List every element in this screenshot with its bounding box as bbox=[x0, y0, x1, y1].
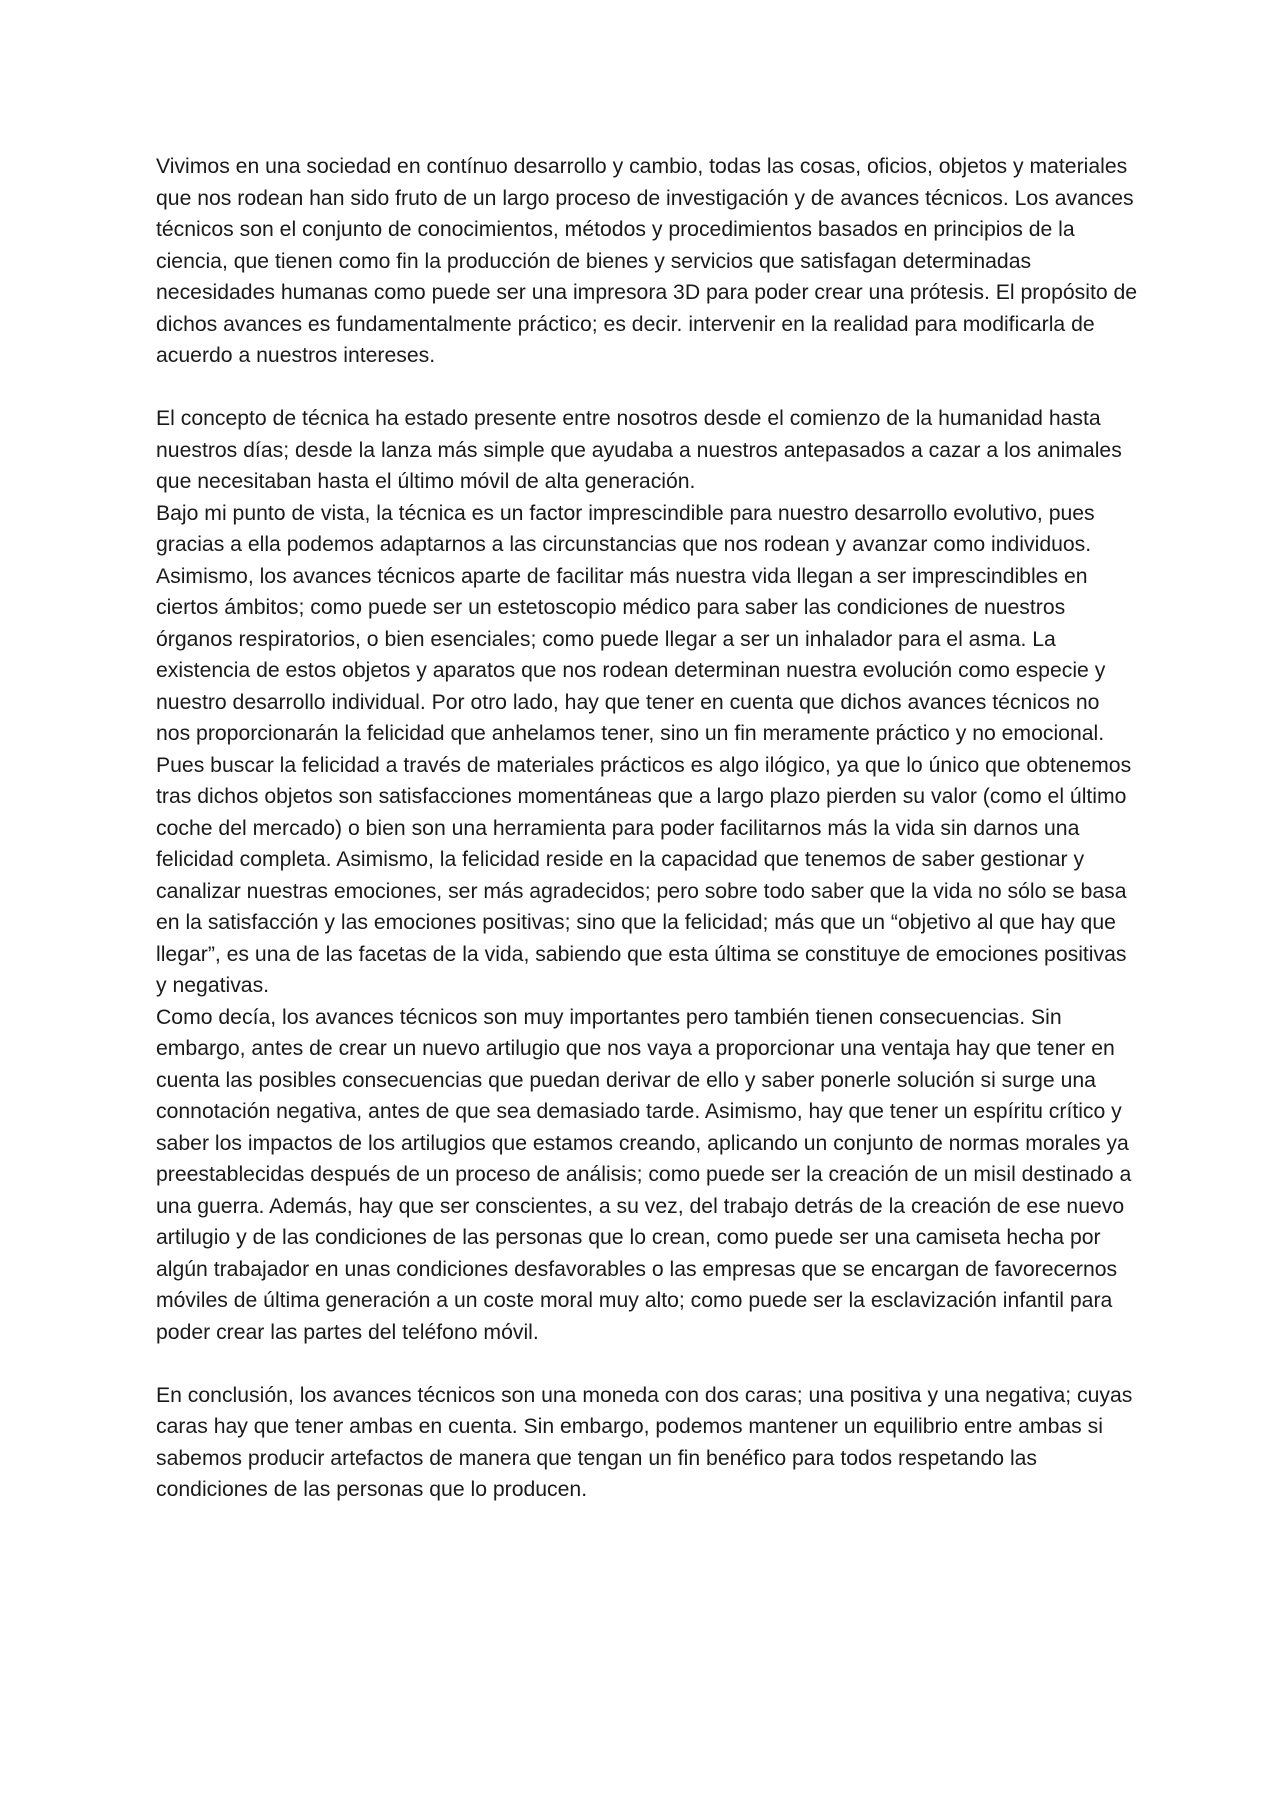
paragraph-intro: Vivimos en una sociedad en contínuo desarrollo y cambio, todas las cosas, oficios, objetos y materiales que nos rodean han sido fruto de un largo proceso de investigación y de avances técnicos. Los avances técnicos son el conjunto de conocimientos, métodos y procedimientos basados en principios de la ciencia, que tienen como fin la producción de bienes y servicios que satisfagan determinadas necesidades humanas como puede ser una impresora 3D para poder crear una prótesis. El propósito de dichos avances es fundamentalmente práctico; es decir. intervenir en la realidad para modificarla de acuerdo a nuestros intereses. bbox=[156, 155, 1138, 367]
paragraph-consequences: Como decía, los avances técnicos son muy importantes pero también tienen consecuencias. Sin embargo, antes de crear un nuevo artilugio que nos vaya a proporcionar una ventaja hay que tener en cuenta las posibles consecuencias que puedan derivar de ello y saber ponerle solución si surge una connotación negativa, antes de que sea demasiado tarde. Asimismo, hay que tener un espíritu crítico y saber los impactos de los artilugios que estamos creando, aplicando un conjunto de normas morales ya preestablecidas después de un proceso de análisis; como puede ser la creación de un misil destinado a una guerra. Además, hay que ser conscientes, a su vez, del trabajo detrás de la creación de ese nuevo artilugio y de las condiciones de las personas que lo crean, como puede ser una camiseta hecha por algún trabajador en unas condiciones desfavorables o las empresas que se encargan de favorecernos móviles de última generación a un coste moral muy alto; como puede ser la esclavización infantil para poder crear las partes del teléfono móvil. bbox=[156, 1005, 1132, 1344]
paragraph-conclusion: En conclusión, los avances técnicos son una moneda con dos caras; una positiva y una negativa; cuyas caras hay que tener ambas en cuenta. Sin embargo, podemos mantener un equilibrio entre ambas si sabemos producir artefactos de manera que tengan un fin benéfico para todos respetando las condiciones de las personas que lo producen. bbox=[156, 1383, 1133, 1501]
document-body bbox=[156, 151, 1138, 1506]
paragraph-technique-concept: El concepto de técnica ha estado presente entre nosotros desde el comienzo de la humanidad hasta nuestros días; desde la lanza más simple que ayudaba a nuestros antepasados a cazar a los animales que necesitaban hasta el último móvil de alta generación. bbox=[156, 407, 1122, 493]
paragraph-point-of-view: Bajo mi punto de vista, la técnica es un factor imprescindible para nuestro desarrollo evolutivo, pues gracias a ella podemos adaptarnos a las circunstancias que nos rodean y avanzar como individuos. Asimismo, los avances técnicos aparte de facilitar más nuestra vida llegan a ser imprescindibles en ciertos ámbitos; como puede ser un estetoscopio médico para saber las condiciones de nuestros órganos respiratorios, o bien esenciales; como puede llegar a ser un inhalador para el asma. La existencia de estos objetos y aparatos que nos rodean determinan nuestra evolución como especie y nuestro desarrollo individual. Por otro lado, hay que tener en cuenta que dichos avances técnicos no nos proporcionarán la felicidad que anhelamos tener, sino un fin meramente práctico y no emocional. Pues buscar la felicidad a través de materiales prácticos es algo ilógico, ya que lo único que obtenemos tras dichos objetos son satisfacciones momentáneas que a largo plazo pierden su valor (como el último coche del mercado) o bien son una herramienta para poder facilitarnos más la vida sin darnos una felicidad completa. Asimismo, la felicidad reside en la capacidad que tenemos de saber gestionar y canalizar nuestras emociones, ser más agradecidos; pero sobre todo saber que la vida no sólo se basa en la satisfacción y las emociones positivas; sino que la felicidad; más que un “objetivo al que hay que llegar”, es una de las facetas de la vida, sabiendo que esta última se constituye de emociones positivas y negativas. bbox=[156, 501, 1132, 997]
